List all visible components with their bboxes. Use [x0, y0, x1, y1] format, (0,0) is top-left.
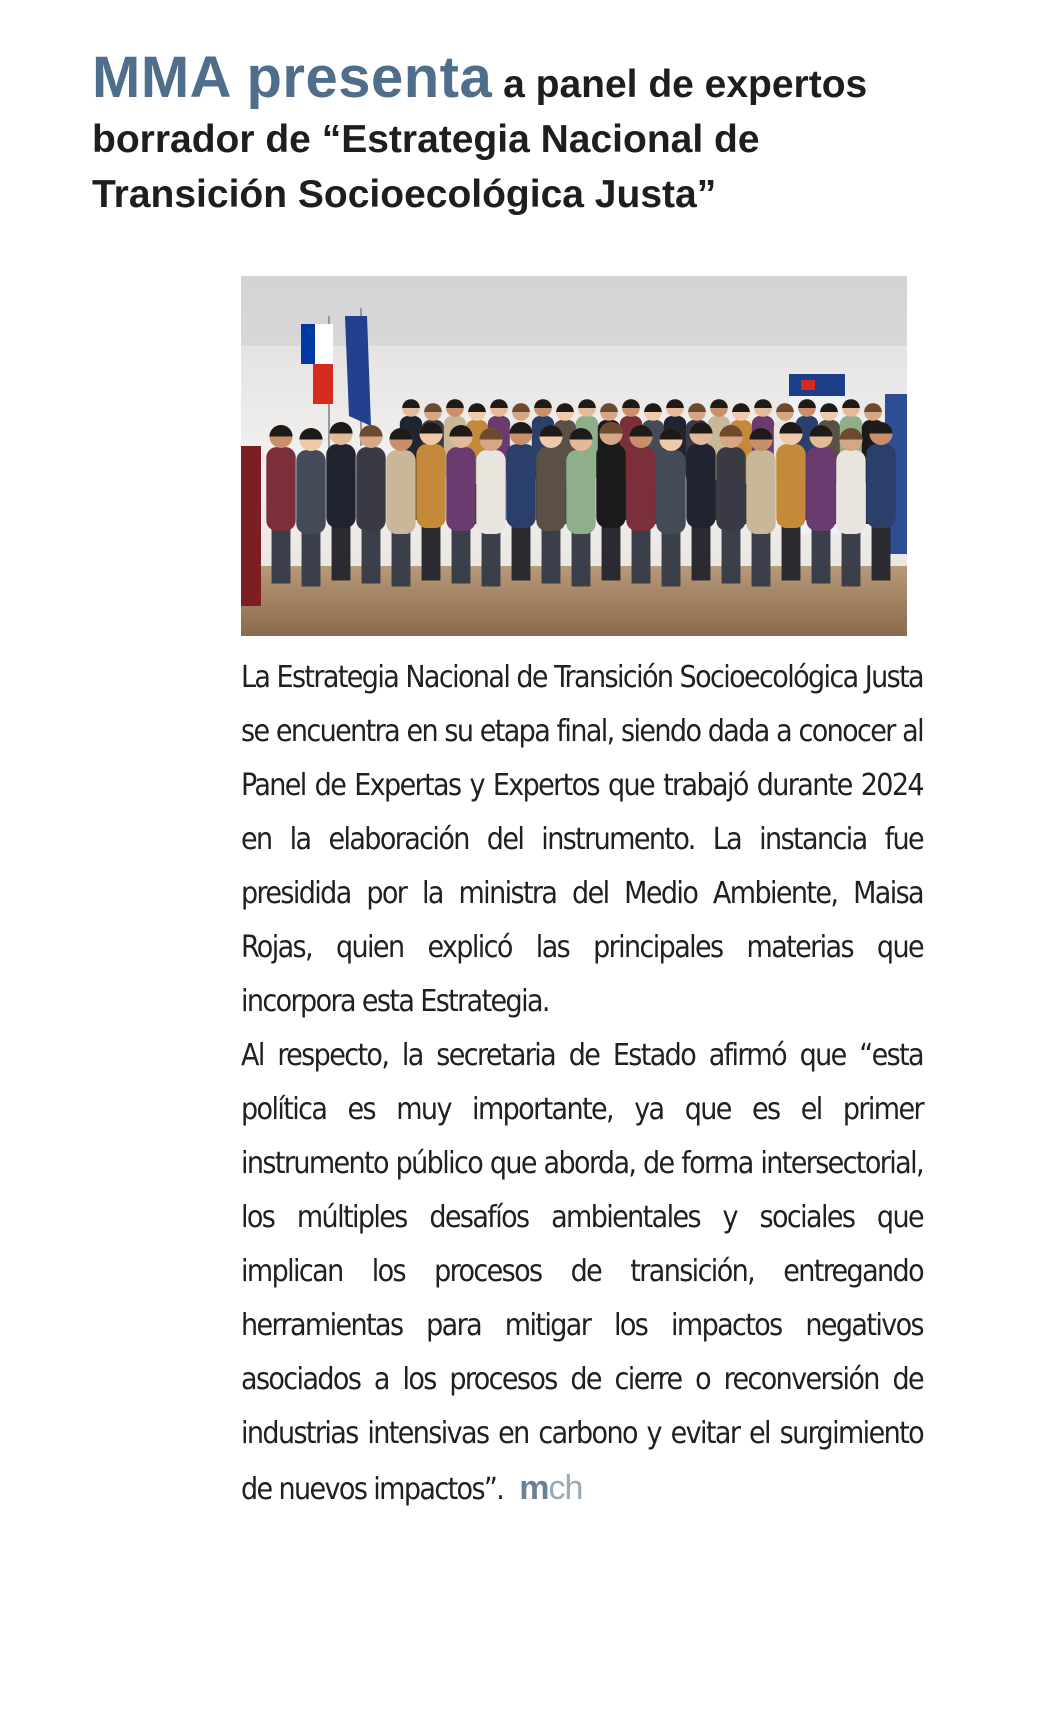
headline-lead: MMA presenta [92, 45, 493, 110]
group-photo-illustration [241, 276, 907, 636]
article-body [241, 651, 923, 1517]
mch-logo: mch [519, 1469, 583, 1507]
paragraph-2 [241, 1029, 923, 1517]
headline-rest: a panel de expertos borrador de “Estrategia Nacional de Transición Socioecológica Justa” [92, 63, 868, 216]
article-headline [92, 45, 952, 222]
group-photo [241, 276, 907, 636]
paragraph-2-text: Al respecto, la secretaria de Estado afirmó que “esta política es muy importante, ya que es el primer instrumento público que aborda, de forma intersectorial, los múltiples desafíos ambientales y sociales que implican los procesos de transición, entregando herramientas para mitigar los impactos negativos asociados a los procesos de cierre o reconversión de industrias intensivas en carbono y evitar el surgimiento de nuevos impactos”. [241, 1038, 923, 1507]
paragraph-1: La Estrategia Nacional de Transición Socioecológica Justa se encuentra en su etapa final, siendo dada a conocer al Panel de Expertas y Expertos que trabajó durante 2024 en la elaboración del instrumento. La instancia fue presidida por la ministra del Medio Ambiente, Maisa Rojas, quien explicó las principales materias que incorpora esta Estrategia. [241, 660, 923, 1019]
